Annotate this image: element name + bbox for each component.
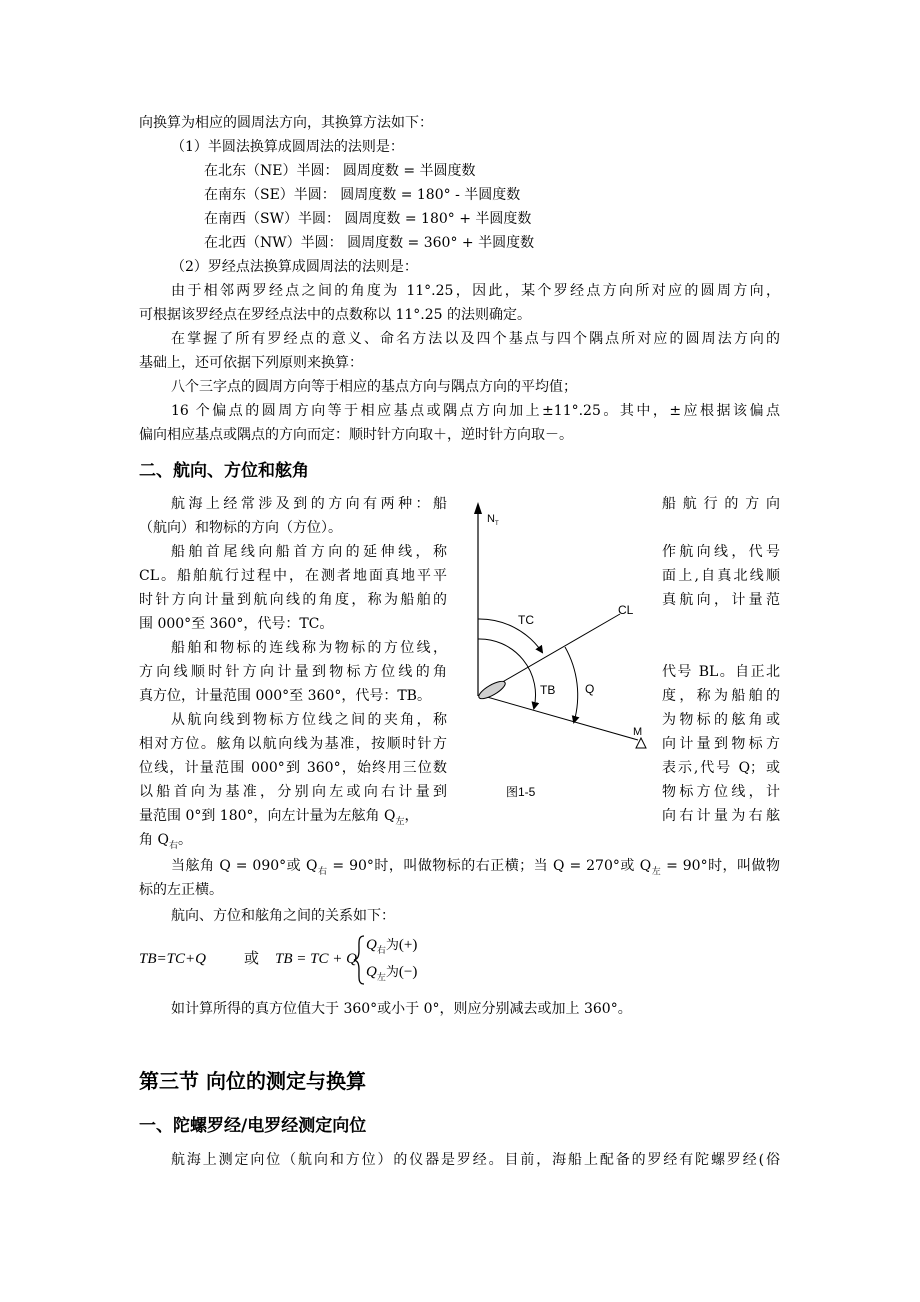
text-line: 航海上经常涉及到的方向有两种：船 [171, 496, 447, 512]
rule-nw: 在北西（NW）半圆： 圆周度数 = 360° + 半圆度数 [204, 235, 535, 251]
cl-label: CL [618, 603, 634, 617]
text-span: 量范围 0°到 180°，向左计量为左舷角 Q [139, 808, 396, 824]
brace-icon [352, 934, 366, 986]
chapter-heading: 第三节 向位的测定与换算 [139, 1069, 366, 1093]
subscript: 左 [651, 866, 662, 877]
equation-case-right [366, 933, 417, 962]
text-line: 船舶和物标的连线称为物标的方位线， [171, 640, 447, 656]
text-line: 航海上测定向位（航向和方位）的仪器是罗经。目前，海船上配备的罗经有陀螺罗经(俗 [171, 1152, 780, 1168]
equation-text: TB = TC + Q [275, 951, 357, 967]
equation-or: 或 [244, 951, 260, 967]
text-line: 表示,代号 Q；或 [662, 760, 780, 776]
text-line: 航向、方位和舷角之间的关系如下： [171, 908, 395, 924]
equation-text: TB=TC+Q [139, 951, 206, 967]
bearing-line [480, 695, 638, 740]
text-span: = 90°时，叫做物 [661, 858, 780, 874]
text-line: 基础上，还可依据下列原则来换算： [139, 355, 363, 371]
north-sub: T [494, 521, 499, 527]
text-line: 物标方位线，计 [662, 784, 780, 800]
text-line: 可根据该罗经点在罗经点法中的点数称以 11°.25 的法则确定。 [139, 307, 531, 323]
text-line: 向右计量为右舷 [662, 808, 780, 824]
figure-diagram [440, 496, 660, 826]
text-line: 位线，计量范围 000°到 360°，始终用三位数 [139, 760, 447, 776]
text-line: 由于相邻两罗经点之间的角度为 11°.25，因此，某个罗经点方向所对应的圆周方向， [171, 283, 780, 299]
sign: (−) [398, 964, 418, 980]
sign: (+) [398, 937, 418, 953]
equation-left [139, 947, 206, 971]
text-line: 时针方向计量到航向线的角度，称为船舶的 [139, 592, 447, 608]
subscript: 右 [168, 840, 178, 851]
text-line: 向换算为相应的圆周法方向，其换算方法如下： [139, 115, 433, 131]
text-line: 面上,自真北线顺 [662, 568, 780, 584]
figure-1-5 [440, 496, 660, 826]
text-line: 真航向，计量范 [662, 592, 780, 608]
q-arc [565, 647, 578, 722]
tb-label: TB [540, 683, 556, 697]
text-line: 如计算所得的真方位值大于 360°或小于 0°，则应分别减去或加上 360°。 [171, 1001, 632, 1017]
section-heading: 二、航向、方位和舷角 [139, 461, 309, 481]
text-line: 为物标的舷角或 [662, 712, 780, 728]
rule-sw: 在南西（SW）半圆： 圆周度数 = 180° + 半圆度数 [204, 211, 532, 227]
text-line: 代号 BL。自正北 [662, 664, 780, 680]
text-span: 。 [177, 832, 192, 848]
rule1-title: （1）半圆法换算成圆周法的法则是： [171, 139, 404, 155]
section-heading: 一、陀螺罗经/电罗经测定向位 [139, 1116, 367, 1136]
text-line: 作航向线，代号 [662, 544, 780, 560]
text-span: 为 [385, 937, 399, 952]
text-line: 船舶首尾线向船首方向的延伸线，称 [171, 544, 447, 560]
equation-right [275, 947, 357, 971]
text-line: 偏向相应基点或隅点的方向而定：顺时针方向取＋，逆时针方向取－。 [139, 427, 573, 443]
text-span: 角 Q [139, 832, 169, 848]
text-line: 八个三字点的圆周方向等于相应的基点方向与隅点方向的平均值； [171, 379, 577, 395]
text-line: 16 个偏点的圆周方向等于相应基点或隅点方向加上±11°.25。其中，±应根据该偏点 [171, 403, 780, 419]
text-line: 相对方位。舷角以航向线为基准，按顺时针方 [139, 736, 447, 752]
subscript: 右 [376, 945, 386, 955]
text-span: ， [404, 808, 419, 824]
q-label: Q [585, 682, 595, 696]
equation-case-left [366, 960, 417, 989]
rule-se: 在南东（SE）半圆： 圆周度数 = 180° - 半圆度数 [204, 187, 521, 203]
text-line: 真方位，计量范围 000°至 360°，代号：TB。 [139, 688, 431, 704]
q-symbol: Q [366, 937, 377, 953]
m-label: M [633, 726, 643, 738]
text-span: = 90°时，叫做物标的右正横；当 Q = 270°或 Q [327, 858, 652, 874]
text-line: 方向线顺时针方向计量到物标方位线的角 [139, 664, 447, 680]
text-span: 当舷角 Q = 090°或 Q [171, 858, 318, 874]
text-line: CL。船舶航行过程中，在测者地面真地平平 [139, 568, 447, 584]
text-span: 为 [385, 964, 399, 979]
subscript: 右 [317, 866, 328, 877]
tc-label: TC [518, 613, 534, 627]
figure-caption: 图1-5 [506, 785, 536, 799]
north-label: $N_T$ [487, 513, 499, 527]
text-line: 向计量到物标方 [662, 736, 780, 752]
text-line: 以船首向为基准，分别向左或向右计量到 [139, 784, 447, 800]
text-line: 度，称为船舶的 [662, 688, 780, 704]
subscript: 左 [395, 816, 405, 827]
text-line: 在掌握了所有罗经点的意义、命名方法以及四个基点与四个隅点所对应的圆周法方向的 [171, 331, 780, 347]
subscript: 左 [376, 972, 386, 982]
text-line [171, 854, 780, 884]
text-line: 从航向线到物标方位线之间的夹角，称 [171, 712, 447, 728]
rule2-title: （2）罗经点法换算成圆周法的法则是： [171, 259, 418, 275]
rule-ne: 在北东（NE）半圆： 圆周度数 = 半圆度数 [204, 163, 476, 179]
text-line: 船航行的方向 [662, 496, 780, 512]
q-symbol: Q [366, 964, 377, 980]
north-arrow-icon [474, 502, 482, 514]
text-line: 标的左正横。 [139, 882, 223, 898]
text-line: 围 000°至 360°，代号：TC。 [139, 616, 334, 632]
text-line: （航向）和物标的方向（方位）。 [139, 520, 342, 536]
